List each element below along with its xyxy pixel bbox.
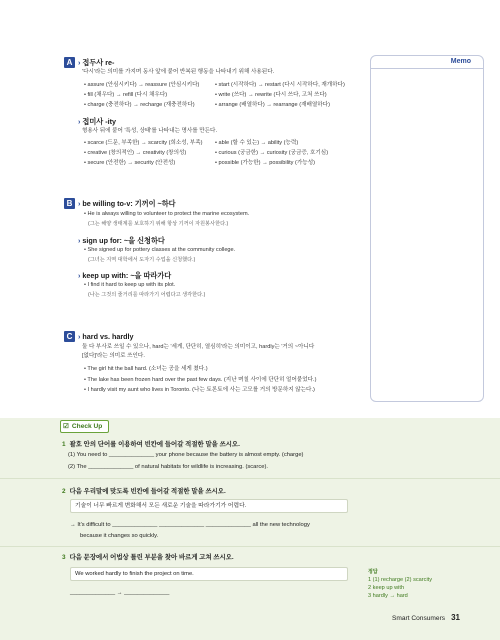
- example-sentence: • The girl hit the ball hard. (소녀는 공을 세게 쳤다.): [84, 365, 208, 373]
- section-b-heading-1: › be willing to-v: 기꺼이 ~하다: [78, 199, 176, 208]
- section-a-heading-1: › 접두사 re-: [78, 58, 115, 67]
- question-2-korean-box: 기술이 너무 빠르게 변화해서 모든 새로운 기술을 따라가기가 어렵다.: [70, 499, 348, 513]
- answer-title: 정답: [368, 569, 378, 575]
- example-translation: (그녀는 지역 대학에서 도자기 수업을 신청했다.): [88, 257, 196, 263]
- answer-1: 1 (1) recharge (2) scarcity: [368, 577, 433, 583]
- question-3-answer-line[interactable]: ______________ → ______________: [70, 590, 170, 596]
- example-sentence: • I find it hard to keep up with its plot.: [84, 281, 175, 289]
- list-item: • write (쓰다) → rewrite (다시 쓰다, 고쳐 쓰다): [215, 91, 327, 99]
- example-sentence: • I hardly visit my aunt who lives in Toronto. (나는 토론토에 사는 고모를 거의 방문하지 않는다.): [84, 386, 315, 394]
- list-item: • assure (안심시키다) → reassure (안심시키다): [84, 81, 199, 89]
- question-2-answer-line-2: because it changes so quickly.: [80, 533, 159, 539]
- list-item: • start (시작하다) → restart (다시 시작하다, 재개하다): [215, 81, 345, 89]
- question-2-answer-line[interactable]: → It's difficult to ______________ ______________ ______________ all the new technology: [70, 522, 310, 528]
- question-1-item-1: (1) You need to ______________ your phone because the battery is almost empty. (charge): [68, 452, 304, 458]
- section-c-heading: › hard vs. hardly: [78, 332, 134, 341]
- memo-title: Memo: [450, 58, 471, 65]
- section-b-heading-3: › keep up with: ~을 따라가다: [78, 271, 172, 280]
- list-item: • scarce (드문, 부족한) → scarcity (희소성, 부족): [84, 139, 202, 147]
- question-1-item-2: (2) The ______________ of natural habitats for wildlife is increasing. (scarce).: [68, 464, 268, 470]
- question-3: 3 다음 문장에서 어법상 틀린 부분을 찾아 바르게 고쳐 쓰시오.: [62, 554, 234, 561]
- memo-box: [370, 55, 484, 402]
- page-footer: [392, 613, 460, 622]
- list-item: • able (할 수 있는) → ability (능력): [215, 139, 298, 147]
- section-b-tag: B: [64, 198, 75, 209]
- list-item: • creative (창의적인) → creativity (창의성): [84, 149, 186, 157]
- example-sentence: • She signed up for pottery classes at the community college.: [84, 246, 235, 254]
- footer-chapter: Smart Consumers: [391, 615, 446, 622]
- check-icon: ☑: [63, 423, 69, 430]
- section-c-tag: C: [64, 331, 75, 342]
- question-1: 1 괄호 안의 단어를 이용하여 빈칸에 들어갈 적절한 말을 쓰시오.: [62, 441, 240, 448]
- divider: [0, 478, 500, 479]
- divider: [0, 546, 500, 547]
- question-3-sentence-box: We worked hardly to finish the project on time.: [70, 567, 348, 581]
- list-item: • secure (안전한) → security (안전성): [84, 159, 175, 167]
- section-a-heading-2: › 접미사 -ity: [78, 117, 117, 126]
- list-item: • charge (충전하다) → recharge (재충전하다): [84, 101, 195, 109]
- list-item: • fill (채우다) → refill (다시 채우다): [84, 91, 167, 99]
- section-c-desc-2: [없다]'라는 의미로 쓰인다.: [82, 353, 145, 359]
- answer-panel: [368, 568, 432, 600]
- example-sentence: • The lake has been frozen hard over the past few days. (지난 며칠 사이에 단단히 얼어붙었다.): [84, 376, 316, 384]
- question-2: 2 다음 우리말에 맞도록 빈칸에 들어갈 적절한 말을 쓰시오.: [62, 488, 226, 495]
- memo-header: [371, 56, 483, 69]
- section-b-heading-2: › sign up for: ~을 신청하다: [78, 236, 165, 245]
- example-translation: (그는 해양 생태계를 보호하기 위해 항상 기꺼이 자원봉사한다.): [88, 221, 229, 227]
- section-a-tag: A: [64, 57, 75, 68]
- answer-2: 2 keep up with: [368, 585, 405, 591]
- example-translation: (나는 그것의 줄거리를 따라가기 어렵다고 생각한다.): [88, 292, 206, 298]
- checkup-label: ☑ Check Up: [60, 420, 109, 433]
- example-sentence: • He is always willing to volunteer to protect the marine ecosystem.: [84, 210, 249, 218]
- page-number: 31: [451, 613, 460, 622]
- section-a-desc-2: 형용사 뒤에 붙어 '특성, 상태'를 나타내는 명사를 만든다.: [82, 128, 218, 134]
- list-item: • arrange (배열하다) → rearrange (재배열하다): [215, 101, 330, 109]
- list-item: • possible (가능한) → possibility (가능성): [215, 159, 315, 167]
- list-item: • curious (궁금한) → curiosity (궁금증, 호기심): [215, 149, 328, 157]
- section-c-desc-1: 둘 다 부사로 쓰일 수 있으나, hard는 '세게, 단단히, 열심히'라는 의미이고, hardly는 '거의 ~아니다: [82, 344, 315, 350]
- answer-3: 3 hardly → hard: [368, 593, 408, 599]
- section-a-desc-1: '다시'라는 의미를 가지며 동사 앞에 붙어 반복된 행동을 나타내기 위해 사용된다.: [82, 69, 275, 75]
